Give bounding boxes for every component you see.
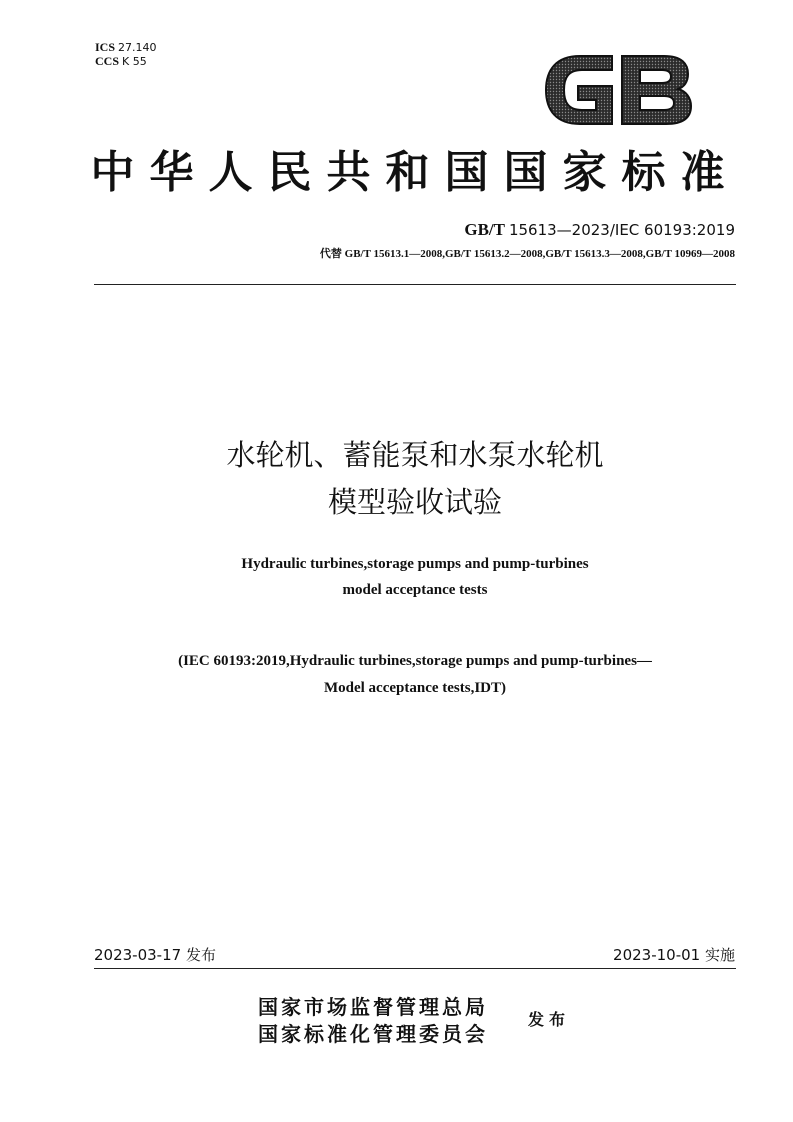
footer-divider (94, 968, 736, 969)
supersedes-line: 代替 GB/T 15613.1—2008,GB/T 15613.2—2008,GB/T 15613.3—2008,GB/T 10969—2008 (319, 248, 735, 260)
ics-classification (95, 40, 157, 55)
ics-label: ICS (95, 40, 116, 54)
issuing-authorities (258, 994, 488, 1048)
title-chinese-line-1: 水轮机、蓄能泵和水泵水轮机 (226, 438, 604, 472)
gb-standard-logo-icon (540, 48, 696, 132)
ccs-label: CCS (95, 54, 120, 68)
standard-number-value: 15613—2023/IEC 60193:2019 (508, 221, 735, 239)
adoption-statement-line-2: Model acceptance tests,IDT) (323, 680, 507, 696)
ics-code: 27.140 (118, 41, 157, 54)
title-english-line-1: Hydraulic turbines,storage pumps and pump-turbines (241, 556, 589, 572)
issuer-sac: 国家标准化管理委员会 (258, 1022, 488, 1046)
issue-date: 2023-03-17 发布 (94, 946, 216, 964)
publish-label: 发布 (528, 1010, 571, 1029)
implementation-date: 2023-10-01 实施 (613, 946, 735, 964)
title-chinese-line-2: 模型验收试验 (327, 485, 502, 519)
standard-number (464, 220, 735, 240)
adoption-statement-line-1: (IEC 60193:2019,Hydraulic turbines,storage pumps and pump-turbines— (178, 653, 652, 669)
issuer-samr: 国家市场监督管理总局 (258, 995, 488, 1019)
ccs-classification (95, 54, 147, 69)
title-english-line-2: model acceptance tests (342, 582, 488, 598)
ccs-code: K 55 (122, 55, 147, 68)
masthead-title: 中华人民共和国国家标准 (90, 147, 740, 198)
header-divider (94, 284, 736, 285)
standard-number-prefix: GB/T (464, 220, 509, 239)
